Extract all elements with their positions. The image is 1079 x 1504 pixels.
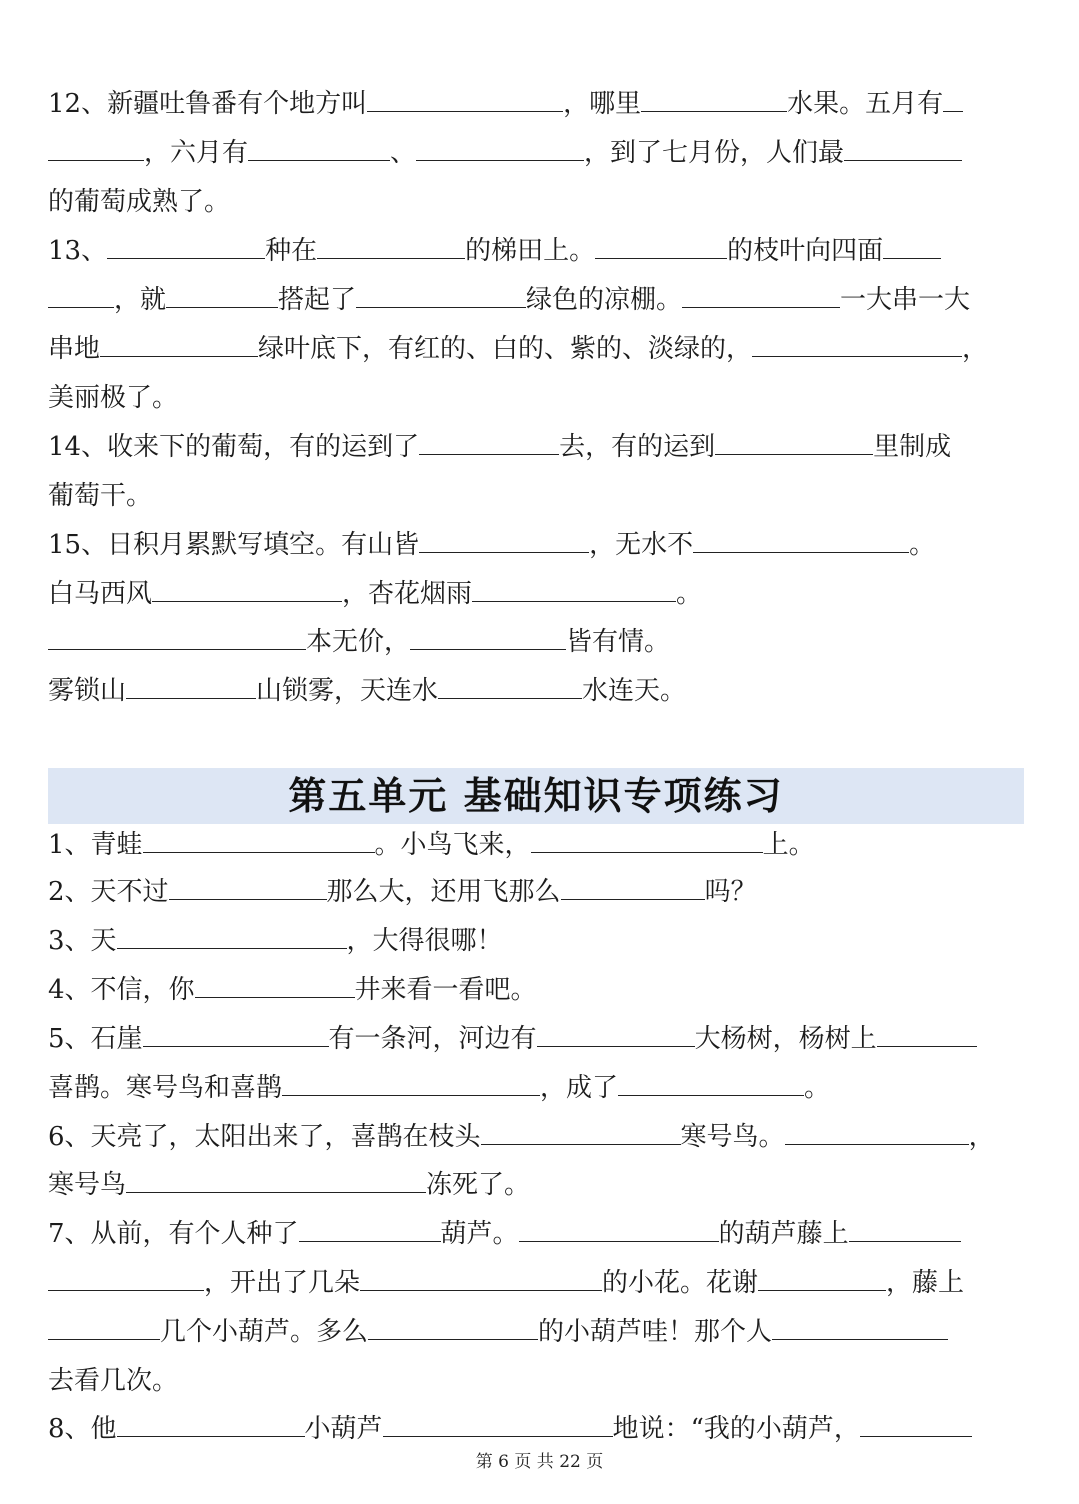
question-12-line-1 bbox=[48, 84, 1028, 124]
text: 去，有的运到 bbox=[559, 432, 716, 462]
question-15-line-1 bbox=[48, 525, 1028, 565]
text: 井来看一看吧。 bbox=[354, 975, 537, 1005]
text: 几个小葫芦。多么 bbox=[160, 1317, 369, 1347]
text: 8、他 bbox=[48, 1414, 117, 1444]
text: 13、 bbox=[48, 236, 108, 266]
question-15-line-3 bbox=[48, 622, 1028, 662]
question-12-line-3 bbox=[48, 182, 1028, 222]
text: 皆有情。 bbox=[566, 627, 671, 657]
text: ，成了 bbox=[540, 1073, 619, 1103]
text: 寒号鸟 bbox=[48, 1170, 127, 1200]
text: 水果。五月有 bbox=[787, 89, 944, 119]
answer-blank[interactable] bbox=[438, 672, 582, 699]
text: 水连天。 bbox=[582, 676, 687, 706]
answer-blank[interactable] bbox=[48, 1264, 204, 1291]
answer-blank[interactable] bbox=[419, 526, 589, 553]
answer-blank[interactable] bbox=[758, 1264, 886, 1291]
answer-blank[interactable] bbox=[368, 1313, 538, 1340]
unit5-question-7-line-4 bbox=[48, 1361, 1028, 1401]
text: ，就 bbox=[114, 285, 167, 315]
text: ，大得很哪！ bbox=[346, 926, 503, 956]
answer-blank[interactable] bbox=[472, 575, 676, 602]
text: 5、石崖 bbox=[48, 1024, 143, 1054]
answer-blank[interactable] bbox=[785, 1118, 969, 1145]
unit5-question-6-line-2 bbox=[48, 1165, 1028, 1205]
text: 去看几次。 bbox=[48, 1366, 179, 1396]
text: 2、天不过 bbox=[48, 877, 169, 907]
answer-blank[interactable] bbox=[195, 971, 355, 998]
unit5-question-8 bbox=[48, 1409, 1028, 1449]
text: 搭起了 bbox=[278, 285, 357, 315]
answer-blank[interactable] bbox=[117, 1410, 305, 1437]
unit5-question-7-line-3 bbox=[48, 1312, 1028, 1352]
answer-blank[interactable] bbox=[299, 1215, 441, 1242]
text: 12、新疆吐鲁番有个地方叫 bbox=[48, 89, 368, 119]
question-14-line-1 bbox=[48, 427, 1028, 467]
answer-blank[interactable] bbox=[519, 1215, 719, 1242]
answer-blank[interactable] bbox=[48, 623, 306, 650]
text: ，哪里 bbox=[563, 89, 642, 119]
answer-blank[interactable] bbox=[618, 1069, 804, 1096]
unit5-question-3 bbox=[48, 921, 1028, 961]
text: ，杏花烟雨 bbox=[342, 579, 473, 609]
text: 一大串一大 bbox=[840, 285, 971, 315]
unit5-question-5-line-2 bbox=[48, 1068, 1028, 1108]
text: 。小鸟飞来， bbox=[374, 830, 531, 860]
answer-blank[interactable] bbox=[367, 85, 563, 112]
answer-blank[interactable] bbox=[531, 826, 763, 853]
answer-blank[interactable] bbox=[481, 1118, 681, 1145]
text: 15、日积月累默写填空。有山皆 bbox=[48, 530, 420, 560]
question-14-line-2 bbox=[48, 476, 1028, 516]
answer-blank[interactable] bbox=[883, 232, 941, 259]
answer-blank[interactable] bbox=[410, 623, 566, 650]
question-15-line-2 bbox=[48, 574, 1028, 614]
text: 美丽极了。 bbox=[48, 383, 179, 413]
text: ， bbox=[962, 334, 989, 364]
answer-blank[interactable] bbox=[143, 826, 375, 853]
answer-blank[interactable] bbox=[248, 134, 390, 161]
text: ，到了七月份，人们最 bbox=[584, 138, 845, 168]
text: 的枝叶向四面 bbox=[727, 236, 884, 266]
question-13-line-2 bbox=[48, 280, 1028, 320]
unit5-question-7-line-1 bbox=[48, 1214, 1028, 1254]
text: 上。 bbox=[762, 830, 815, 860]
answer-blank[interactable] bbox=[537, 1020, 695, 1047]
text: 的小花。花谢 bbox=[602, 1268, 759, 1298]
answer-blank[interactable] bbox=[48, 1313, 160, 1340]
text: 寒号鸟。 bbox=[680, 1122, 785, 1152]
text: ，无水不 bbox=[589, 530, 694, 560]
text: 本无价， bbox=[306, 627, 411, 657]
answer-blank[interactable] bbox=[772, 1313, 948, 1340]
text: 里制成 bbox=[873, 432, 952, 462]
text: ， bbox=[968, 1122, 995, 1152]
text: 的葫芦藤上 bbox=[718, 1219, 849, 1249]
answer-blank[interactable] bbox=[356, 281, 526, 308]
answer-blank[interactable] bbox=[166, 281, 278, 308]
text: ，藤上 bbox=[886, 1268, 965, 1298]
answer-blank[interactable] bbox=[100, 330, 258, 357]
answer-blank[interactable] bbox=[849, 1215, 961, 1242]
text: 绿色的凉棚。 bbox=[526, 285, 683, 315]
answer-blank[interactable] bbox=[416, 134, 584, 161]
text: 6、天亮了，太阳出来了，喜鹊在枝头 bbox=[48, 1122, 481, 1152]
text: 1、青蛙 bbox=[48, 830, 143, 860]
unit5-question-7-line-2 bbox=[48, 1263, 1028, 1303]
unit5-question-4 bbox=[48, 970, 1028, 1010]
text: 。 bbox=[804, 1073, 831, 1103]
text: 串地 bbox=[48, 334, 101, 364]
answer-blank[interactable] bbox=[126, 672, 256, 699]
question-13-line-1 bbox=[48, 231, 1028, 271]
answer-blank[interactable] bbox=[752, 330, 962, 357]
text: 。 bbox=[676, 579, 703, 609]
question-13-line-3 bbox=[48, 329, 1028, 369]
text: 吗？ bbox=[704, 877, 757, 907]
text: 大杨树，杨树上 bbox=[694, 1024, 877, 1054]
text: 绿叶底下，有红的、白的、紫的、淡绿的， bbox=[258, 334, 753, 364]
answer-blank[interactable] bbox=[317, 232, 465, 259]
text: 那么大，还用飞那么 bbox=[326, 877, 561, 907]
text: ，六月有 bbox=[144, 138, 249, 168]
text: 地说：“我的小葫芦， bbox=[612, 1414, 860, 1444]
text: 3、天 bbox=[48, 926, 117, 956]
text: 雾锁山 bbox=[48, 676, 127, 706]
text: 小葫芦 bbox=[304, 1414, 383, 1444]
text: 、 bbox=[390, 138, 417, 168]
question-13-line-4 bbox=[48, 378, 1028, 418]
answer-blank[interactable] bbox=[877, 1020, 977, 1047]
text: 的葡萄成熟了。 bbox=[48, 187, 231, 217]
text: 葡萄干。 bbox=[48, 481, 153, 511]
text: 。 bbox=[909, 530, 936, 560]
question-15-line-4 bbox=[48, 671, 1028, 711]
answer-blank[interactable] bbox=[152, 575, 342, 602]
text: 4、不信，你 bbox=[48, 975, 195, 1005]
unit-title-banner bbox=[48, 768, 1024, 824]
answer-blank[interactable] bbox=[282, 1069, 540, 1096]
answer-blank[interactable] bbox=[693, 526, 909, 553]
answer-blank[interactable] bbox=[419, 428, 559, 455]
page-number: 第 6 页 共 22 页 bbox=[475, 1452, 604, 1472]
answer-blank[interactable] bbox=[107, 232, 265, 259]
answer-blank[interactable] bbox=[641, 85, 787, 112]
answer-blank[interactable] bbox=[860, 1410, 972, 1437]
text: 葫芦。 bbox=[440, 1219, 519, 1249]
answer-blank[interactable] bbox=[48, 281, 114, 308]
answer-blank[interactable] bbox=[844, 134, 962, 161]
answer-blank[interactable] bbox=[169, 873, 327, 900]
text: 有一条河，河边有 bbox=[328, 1024, 537, 1054]
answer-blank[interactable] bbox=[561, 873, 705, 900]
text: 山锁雾，天连水 bbox=[256, 676, 439, 706]
answer-blank[interactable] bbox=[117, 922, 347, 949]
text: 14、收来下的葡萄，有的运到了 bbox=[48, 432, 420, 462]
text: 的梯田上。 bbox=[465, 236, 596, 266]
unit5-question-6-line-1 bbox=[48, 1117, 1028, 1157]
text: 7、从前，有个人种了 bbox=[48, 1219, 299, 1249]
unit5-question-2 bbox=[48, 872, 1028, 912]
answer-blank[interactable] bbox=[595, 232, 727, 259]
text: 的小葫芦哇！那个人 bbox=[538, 1317, 773, 1347]
answer-blank[interactable] bbox=[48, 134, 144, 161]
question-12-line-2 bbox=[48, 133, 1028, 173]
unit5-question-1 bbox=[48, 825, 1028, 865]
answer-blank[interactable] bbox=[360, 1264, 602, 1291]
answer-blank[interactable] bbox=[143, 1020, 329, 1047]
answer-blank[interactable] bbox=[715, 428, 873, 455]
text: 种在 bbox=[265, 236, 318, 266]
answer-blank[interactable] bbox=[682, 281, 840, 308]
text: 白马西风 bbox=[48, 579, 153, 609]
unit-title: 第五单元 基础知识专项练习 bbox=[288, 773, 784, 818]
answer-blank[interactable] bbox=[383, 1410, 613, 1437]
answer-blank[interactable] bbox=[126, 1166, 426, 1193]
text: ，开出了几朵 bbox=[204, 1268, 361, 1298]
text: 冻死了。 bbox=[426, 1170, 531, 1200]
unit5-question-5-line-1 bbox=[48, 1019, 1028, 1059]
answer-blank[interactable] bbox=[943, 85, 963, 112]
text: 喜鹊。寒号鸟和喜鹊 bbox=[48, 1073, 283, 1103]
